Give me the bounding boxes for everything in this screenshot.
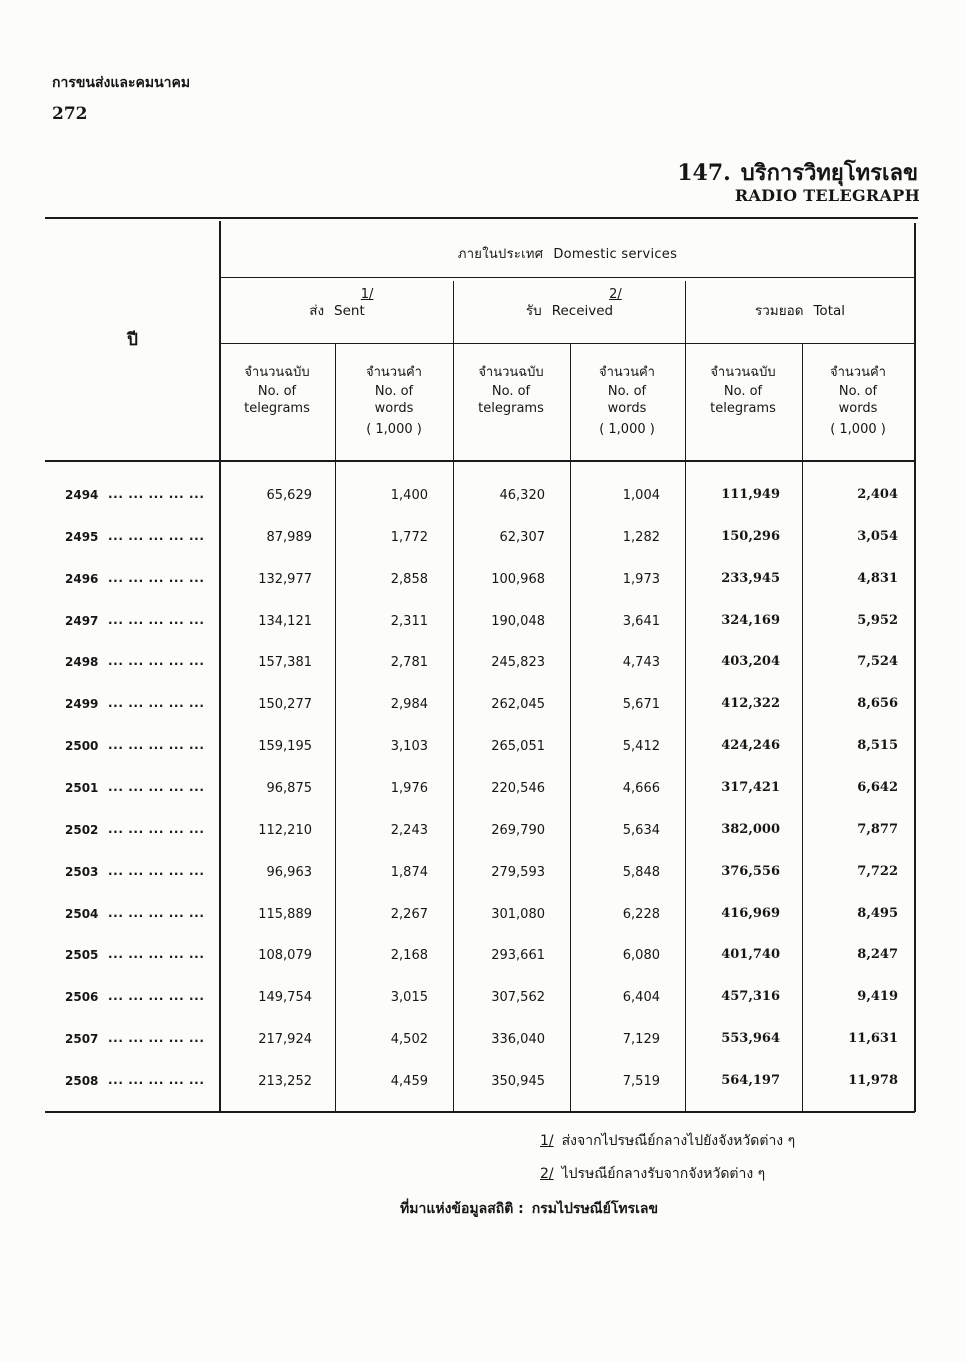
subgroup-sent xyxy=(221,287,453,321)
total-telegrams-cell: 553,964 xyxy=(721,1031,780,1047)
dot-leader: ... ... ... ... ... xyxy=(108,654,205,669)
total-telegrams-cell: 376,556 xyxy=(721,863,780,879)
footnote-marker: 1/ xyxy=(540,1133,554,1149)
sent-words-cell: 4,459 xyxy=(390,1073,428,1089)
received-telegrams-cell: 336,040 xyxy=(491,1032,545,1048)
column-header-english-2: telegrams xyxy=(244,401,310,416)
sent-telegrams-cell: 150,277 xyxy=(258,697,312,713)
total-words-cell: 8,247 xyxy=(857,947,898,963)
received-telegrams-cell: 307,562 xyxy=(491,990,545,1006)
dot-leader: ... ... ... ... ... xyxy=(108,528,205,543)
total-words-cell: 3,054 xyxy=(857,528,898,544)
sent-words-cell: 3,103 xyxy=(390,739,428,755)
received-words-cell: 4,666 xyxy=(622,781,660,796)
received-telegrams-cell: 220,546 xyxy=(491,781,545,796)
received-words-cell: 7,519 xyxy=(622,1073,660,1089)
total-words-cell: 8,495 xyxy=(857,905,898,921)
table-title-english: RADIO TELEGRAPH xyxy=(734,186,920,205)
year-column-header: ปี xyxy=(127,330,138,350)
column-header-english-1: No. of xyxy=(257,384,297,399)
total-words-cell: 9,419 xyxy=(857,989,898,1005)
table-rule-group xyxy=(221,277,915,278)
received-words-cell: 5,634 xyxy=(622,822,660,838)
year-cell: 2496 xyxy=(65,571,99,586)
year-cell: 2499 xyxy=(65,697,99,712)
subgroup-thai: รับ xyxy=(525,303,542,319)
footnote xyxy=(540,1163,765,1185)
subgroup-thai: รวมยอด xyxy=(754,303,804,319)
group-header-thai: ภายในประเทศ xyxy=(457,247,544,262)
sent-words-cell: 2,267 xyxy=(390,906,428,922)
received-telegrams-cell: 62,307 xyxy=(499,529,545,545)
table-title-thai: บริการวิทยุโทรเลข xyxy=(740,160,918,186)
sent-telegrams-cell: 112,210 xyxy=(258,822,312,838)
source-label: ที่มาแห่งข้อมูลสถิติ : xyxy=(400,1201,524,1217)
received-telegrams-cell: 293,661 xyxy=(491,948,545,964)
table-number: 147. xyxy=(677,160,731,186)
table-row xyxy=(0,906,966,924)
total-telegrams-cell: 564,197 xyxy=(721,1072,780,1088)
total-words-cell: 11,631 xyxy=(848,1031,898,1047)
footnote-marker: 2/ xyxy=(540,1166,554,1182)
sent-words-cell: 2,168 xyxy=(390,948,428,964)
year-cell: 2497 xyxy=(65,613,99,628)
received-words-cell: 5,412 xyxy=(622,739,660,755)
total-telegrams-cell: 416,969 xyxy=(721,905,780,921)
total-words-cell: 2,404 xyxy=(857,487,898,502)
year-cell: 2505 xyxy=(65,948,99,963)
total-telegrams-cell: 233,945 xyxy=(721,570,780,586)
column-header xyxy=(453,364,569,448)
sent-words-cell: 2,984 xyxy=(390,697,428,713)
column-header-english-2: words xyxy=(374,401,414,416)
total-telegrams-cell: 403,204 xyxy=(721,654,780,670)
column-header-unit: ( 1,000 ) xyxy=(599,422,655,437)
sent-telegrams-cell: 65,629 xyxy=(266,488,312,503)
running-head-section: การขนส่งและคมนาคม xyxy=(52,75,191,91)
year-cell: 2508 xyxy=(65,1073,99,1088)
received-telegrams-cell: 269,790 xyxy=(491,822,545,838)
total-words-cell: 8,515 xyxy=(857,738,898,754)
column-header-unit: ( 1,000 ) xyxy=(366,422,422,437)
year-cell: 2507 xyxy=(65,1032,99,1047)
received-words-cell: 4,743 xyxy=(622,655,660,671)
dot-leader: ... ... ... ... ... xyxy=(108,947,205,962)
table-row xyxy=(0,780,966,798)
table-title xyxy=(677,155,918,190)
subgroup-english: Received xyxy=(551,303,614,319)
received-telegrams-cell: 100,968 xyxy=(491,571,545,587)
page-number: 272 xyxy=(52,104,88,124)
received-words-cell: 6,228 xyxy=(622,906,660,922)
table-row xyxy=(0,696,966,714)
table-rule-bottom xyxy=(45,1111,915,1113)
dot-leader: ... ... ... ... ... xyxy=(108,780,205,794)
total-words-cell: 5,952 xyxy=(857,612,898,628)
received-words-cell: 6,404 xyxy=(622,990,660,1006)
received-words-cell: 5,671 xyxy=(622,697,660,713)
footnote xyxy=(540,1130,795,1152)
column-header xyxy=(800,364,916,448)
received-words-cell: 1,004 xyxy=(622,488,660,503)
total-words-cell: 6,642 xyxy=(857,780,898,795)
sent-telegrams-cell: 213,252 xyxy=(258,1073,312,1089)
sent-telegrams-cell: 96,875 xyxy=(266,781,312,796)
received-words-cell: 3,641 xyxy=(622,613,660,629)
column-header-english-2: words xyxy=(607,401,647,416)
total-telegrams-cell: 324,169 xyxy=(721,612,780,628)
sent-telegrams-cell: 87,989 xyxy=(266,529,312,545)
year-cell: 2500 xyxy=(65,739,99,754)
total-telegrams-cell: 412,322 xyxy=(721,696,780,712)
received-telegrams-cell: 350,945 xyxy=(491,1073,545,1089)
table-row xyxy=(0,947,966,965)
column-header-english-1: No. of xyxy=(607,384,647,399)
sent-words-cell: 2,243 xyxy=(390,822,428,838)
received-telegrams-cell: 301,080 xyxy=(491,906,545,922)
year-cell: 2494 xyxy=(65,488,99,502)
dot-leader: ... ... ... ... ... xyxy=(108,1072,205,1087)
year-cell: 2506 xyxy=(65,990,99,1005)
sent-words-cell: 1,874 xyxy=(390,864,428,880)
sent-telegrams-cell: 217,924 xyxy=(258,1032,312,1048)
sent-telegrams-cell: 115,889 xyxy=(258,906,312,922)
total-words-cell: 7,524 xyxy=(857,654,898,670)
total-words-cell: 4,831 xyxy=(857,570,898,586)
column-header-thai: จำนวนฉบับ xyxy=(478,365,544,380)
dot-leader: ... ... ... ... ... xyxy=(108,696,205,711)
table-row xyxy=(0,529,966,547)
sent-telegrams-cell: 157,381 xyxy=(258,655,312,671)
column-header xyxy=(685,364,801,448)
year-cell: 2504 xyxy=(65,906,99,921)
group-header-english: Domestic services xyxy=(553,247,678,262)
source-text: กรมไปรษณีย์โทรเลข xyxy=(531,1201,659,1217)
received-telegrams-cell: 265,051 xyxy=(491,739,545,755)
received-words-cell: 1,282 xyxy=(622,529,660,545)
total-telegrams-cell: 150,296 xyxy=(721,528,780,544)
column-header-thai: จำนวนคำ xyxy=(599,365,655,380)
table-rule-top xyxy=(45,217,918,219)
total-telegrams-cell: 424,246 xyxy=(721,738,780,754)
sent-words-cell: 2,781 xyxy=(390,655,428,671)
column-header-english-2: telegrams xyxy=(478,401,544,416)
column-header-english-1: No. of xyxy=(838,384,878,399)
footnote-marker: 2/ xyxy=(609,287,622,302)
footnote-marker: 1/ xyxy=(360,287,374,302)
total-telegrams-cell: 457,316 xyxy=(721,989,780,1005)
dot-leader: ... ... ... ... ... xyxy=(108,989,205,1004)
table-rule-subgroup xyxy=(221,343,915,344)
total-telegrams-cell: 111,949 xyxy=(721,487,780,502)
table-row xyxy=(0,822,966,840)
received-telegrams-cell: 46,320 xyxy=(499,488,545,503)
table-row xyxy=(0,864,966,882)
sent-telegrams-cell: 108,079 xyxy=(258,948,312,964)
year-cell: 2498 xyxy=(65,655,99,670)
year-cell: 2503 xyxy=(65,864,99,879)
sent-words-cell: 1,400 xyxy=(390,488,428,503)
sent-telegrams-cell: 159,195 xyxy=(258,739,312,755)
total-telegrams-cell: 401,740 xyxy=(721,947,780,963)
column-header-thai: จำนวนคำ xyxy=(830,365,886,380)
table-row xyxy=(0,571,966,589)
domestic-services-header xyxy=(220,243,915,264)
received-telegrams-cell: 279,593 xyxy=(491,864,545,880)
total-telegrams-cell: 317,421 xyxy=(721,780,780,795)
total-words-cell: 11,978 xyxy=(848,1072,898,1088)
sent-words-cell: 2,858 xyxy=(390,571,428,587)
sent-words-cell: 3,015 xyxy=(390,990,428,1006)
sent-telegrams-cell: 134,121 xyxy=(258,613,312,629)
dot-leader: ... ... ... ... ... xyxy=(108,487,205,501)
table-row xyxy=(0,1031,966,1049)
total-telegrams-cell: 382,000 xyxy=(721,821,780,837)
subgroup-english: Total xyxy=(813,303,846,319)
subgroup-english: Sent xyxy=(334,303,365,319)
total-words-cell: 7,722 xyxy=(857,863,898,879)
received-words-cell: 7,129 xyxy=(622,1032,660,1048)
dot-leader: ... ... ... ... ... xyxy=(108,821,205,836)
source-note xyxy=(400,1198,658,1220)
column-header-english-1: No. of xyxy=(723,384,763,399)
received-telegrams-cell: 245,823 xyxy=(491,655,545,671)
received-telegrams-cell: 262,045 xyxy=(491,697,545,713)
total-words-cell: 8,656 xyxy=(857,696,898,712)
sent-words-cell: 1,772 xyxy=(390,529,428,545)
column-header-thai: จำนวนคำ xyxy=(366,365,422,380)
table-row xyxy=(0,487,966,505)
subgroup-thai: ส่ง xyxy=(309,303,325,319)
column-header-english-2: words xyxy=(838,401,878,416)
column-header xyxy=(569,364,685,448)
sent-words-cell: 1,976 xyxy=(390,781,428,796)
total-words-cell: 7,877 xyxy=(857,821,898,837)
dot-leader: ... ... ... ... ... xyxy=(108,1031,205,1046)
footnote-text: ส่งจากไปรษณีย์กลางไปยังจังหวัดต่าง ๆ xyxy=(561,1133,796,1149)
dot-leader: ... ... ... ... ... xyxy=(108,738,205,753)
table-row xyxy=(0,613,966,631)
footnote-text: ไปรษณีย์กลางรับจากจังหวัดต่าง ๆ xyxy=(561,1166,766,1182)
table-rule-header-bottom xyxy=(45,460,915,462)
column-header-english-1: No. of xyxy=(491,384,531,399)
dot-leader: ... ... ... ... ... xyxy=(108,905,205,920)
sent-telegrams-cell: 149,754 xyxy=(258,990,312,1006)
year-cell: 2501 xyxy=(65,781,99,795)
dot-leader: ... ... ... ... ... xyxy=(108,570,205,585)
column-header-thai: จำนวนฉบับ xyxy=(710,365,776,380)
received-words-cell: 1,973 xyxy=(622,571,660,587)
column-header-unit: ( 1,000 ) xyxy=(830,422,886,437)
received-words-cell: 5,848 xyxy=(622,864,660,880)
sent-words-cell: 2,311 xyxy=(390,613,428,629)
subgroup-received xyxy=(454,287,685,321)
year-cell: 2495 xyxy=(65,529,99,544)
column-header-english-1: No. of xyxy=(374,384,414,399)
column-header-english-2: telegrams xyxy=(710,401,776,416)
received-words-cell: 6,080 xyxy=(622,948,660,964)
sent-words-cell: 4,502 xyxy=(390,1032,428,1048)
table-row xyxy=(0,654,966,672)
sent-telegrams-cell: 132,977 xyxy=(258,571,312,587)
table-row xyxy=(0,989,966,1007)
dot-leader: ... ... ... ... ... xyxy=(108,612,205,627)
dot-leader: ... ... ... ... ... xyxy=(108,863,205,878)
table-row xyxy=(0,1073,966,1091)
table-row xyxy=(0,738,966,756)
received-telegrams-cell: 190,048 xyxy=(491,613,545,629)
column-header-thai: จำนวนฉบับ xyxy=(244,365,310,380)
subgroup-total xyxy=(686,299,914,321)
sent-telegrams-cell: 96,963 xyxy=(266,864,312,880)
year-cell: 2502 xyxy=(65,822,99,837)
column-header xyxy=(219,364,335,448)
column-header xyxy=(336,364,452,448)
